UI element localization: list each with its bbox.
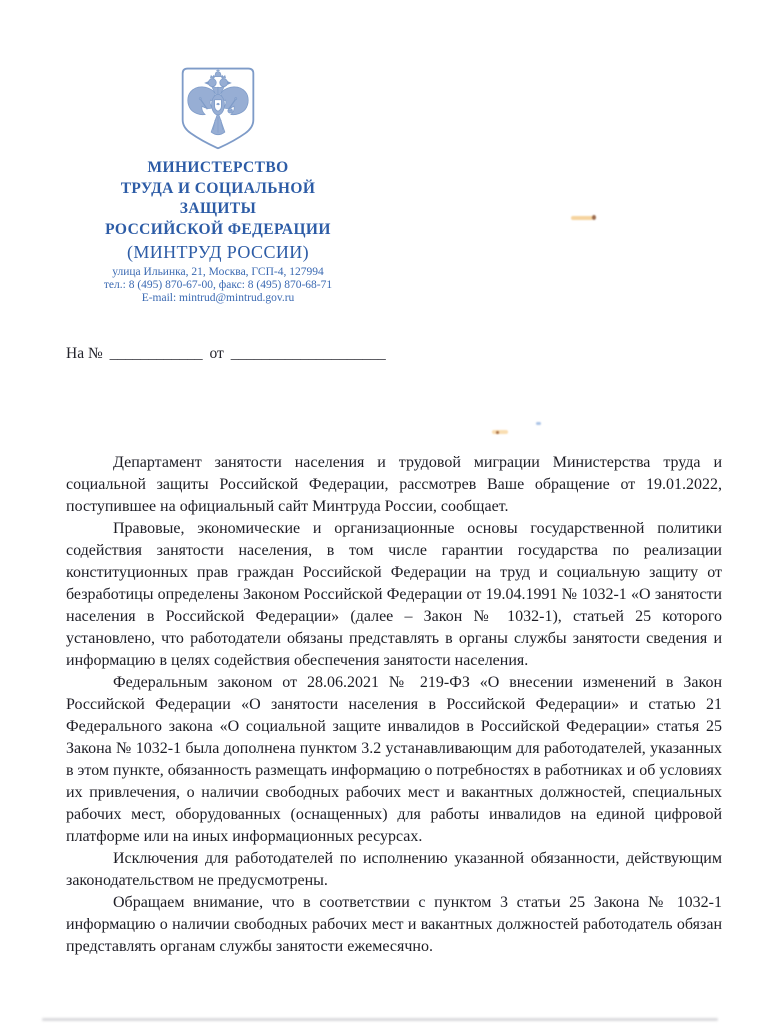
contact-block — [92, 266, 344, 305]
ref-ot: от — [209, 345, 224, 362]
letter-body — [66, 452, 722, 958]
reference-number-line — [66, 345, 389, 363]
scan-artifact — [492, 430, 508, 434]
ministry-name-line: ТРУДА И СОЦИАЛЬНОЙ — [120, 179, 316, 197]
ministry-name-line: ЗАЩИТЫ — [179, 200, 257, 217]
scan-artifact — [571, 216, 593, 220]
phone-fax: тел.: 8 (495) 870-67-00, факс: 8 (495) 870-68-71 — [103, 279, 333, 291]
paragraph-4: Исключения для работодателей по исполнению указанной обязанности, действующим законодательством не предусмотрены. — [66, 850, 722, 889]
scan-artifact — [536, 422, 541, 425]
letterhead — [92, 66, 344, 305]
postal-address: улица Ильинка, 21, Москва, ГСП-4, 127994 — [112, 266, 324, 278]
paragraph-2: Правовые, экономические и организационные основы государственной политики содействия занятости населения, в том числе гарантии государства по реализации конституционных прав граждан Российской Федерации на труд и социальную защиту от безработицы определены Законом Российской Федерации от 19.04.1991 № 1032-1 «О занятости населения в Российской Федерации» (далее – Закон № 1032-1), статьей 25 которого установлено, что работодатели обязаны представлять в органы службы занятости сведения и информацию в целях содействия обеспечения занятости населения. — [66, 520, 722, 669]
ref-number-blank: ____________ — [109, 345, 203, 362]
ref-date-blank: ____________________ — [230, 345, 386, 362]
scan-artifact — [592, 215, 596, 220]
paragraph-3: Федеральным законом от 28.06.2021 № 219-ФЗ «О внесении изменений в Закон Российской Федерации «О занятости населения в Российской Федерации» и статью 21 Федерального закона «О социальной защите инвалидов в Российской Федерации» статья 25 Закона № 1032-1 была дополнена пунктом 3.2 устанавливающим для работодателей, указанных в этом пункте, обязанность размещать информацию о потребностях в работниках и об условиях их привлечения, о наличии свободных рабочих мест и вакантных должностей, специальных рабочих мест, оборудованных (оснащенных) для работы инвалидов на единой цифровой платформе или на иных информационных ресурсах. — [66, 674, 722, 845]
scan-artifact — [496, 431, 499, 434]
ref-prefix: На № — [66, 345, 103, 362]
scan-edge-smudge — [42, 1018, 718, 1021]
paragraph-5: Обращаем внимание, что в соответствии с пунктом 3 статьи 25 Закона № 1032-1 информацию о наличии свободных рабочих мест и вакантных должностей работодатель обязан представлять органам службы занятости ежемесячно. — [66, 894, 722, 955]
ministry-name-line: МИНИСТЕРСТВО — [147, 159, 289, 176]
ministry-short-name: (МИНТРУД РОССИИ) — [126, 242, 310, 262]
russian-coat-of-arms-icon — [180, 66, 256, 154]
email: E-mail: mintrud@mintrud.gov.ru — [141, 292, 295, 304]
ministry-name — [92, 158, 344, 240]
paragraph-1: Департамент занятости населения и трудовой миграции Министерства труда и социальной защиты Российской Федерации, рассмотрев Ваше обращение от 19.01.2022, поступившее на официальный сайт Минтруда России, сообщает. — [66, 454, 722, 515]
ministry-name-line: РОССИЙСКОЙ ФЕДЕРАЦИИ — [105, 220, 331, 238]
